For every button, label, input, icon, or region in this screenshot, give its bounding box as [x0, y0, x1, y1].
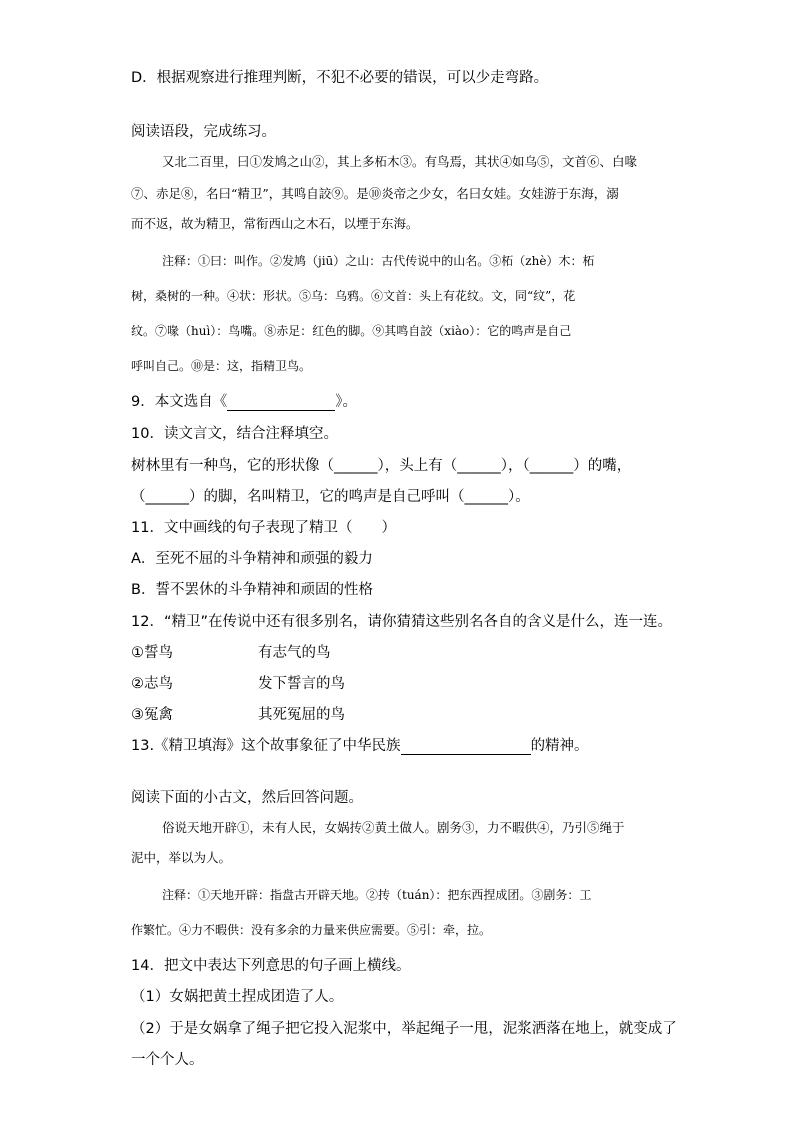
question-10-fill-line-2: （______）的脚，名叫精卫，它的鸣声是自己呼叫（______）。	[131, 489, 530, 505]
classical-text-2-line-2: 泥中，举以为人。	[131, 850, 232, 865]
classical-text-1-line-2: ⑦、赤足⑧，名曰“精卫”，其鸣自詨⑨。是⑩炎帝之少女，名曰女娃。女娃游于东海，溺	[131, 186, 619, 201]
match-left-item[interactable]: ①誓鸟	[131, 645, 173, 661]
question-13-text: 13.《精卫填海》这个故事象征了中华民族	[131, 738, 401, 754]
question-10: 10．读文言文，结合注释填空。	[131, 426, 338, 442]
classical-text-2-line-1: 俗说天地开辟①，未有人民，女娲抟②黄土做人。剧务③，力不暇供④，乃引⑤绳于	[162, 820, 625, 835]
match-left-item[interactable]: ③冤禽	[131, 707, 173, 723]
option-b[interactable]: B．誓不罢休的斗争精神和顽固的性格	[131, 582, 373, 598]
question-13-end: 的精神。	[530, 738, 589, 754]
classical-text-1-line-1: 又北二百里，曰①发鸠之山②，其上多柘木③。有鸟焉，其状④如乌⑤，文首⑥、白喙	[162, 154, 638, 169]
question-13	[131, 734, 589, 755]
question-9-end: 》。	[335, 394, 357, 410]
option-d: D．根据观察进行推理判断，不犯不必要的错误，可以少走弯路。	[131, 70, 549, 86]
answer-blank[interactable]	[227, 394, 335, 411]
reading-1-instruction: 阅读语段，完成练习。	[131, 124, 276, 140]
question-14: 14．把文中表达下列意思的句子画上横线。	[131, 958, 411, 974]
option-a[interactable]: A．至死不屈的斗争精神和顽强的毅力	[131, 551, 373, 567]
match-right-item[interactable]: 发下誓言的鸟	[258, 676, 345, 692]
annotation-1-line-1: 注释：①曰：叫作。②发鸠（jiū）之山：古代传说中的山名。③柘（zhè）木：柘	[162, 254, 595, 268]
question-9	[131, 390, 357, 411]
annotation-1-line-4: 呼叫自己。⑩是：这，指精卫鸟。	[131, 359, 312, 373]
question-10-fill-line-1: 树林里有一种鸟，它的形状像（______），头上有（______），（______）的嘴，	[131, 458, 632, 474]
match-left-item[interactable]: ②志鸟	[131, 676, 173, 692]
classical-text-1-line-3: 而不返，故为精卫，常衔西山之木石，以堙于东海。	[131, 216, 419, 231]
question-14-item-2-line-1: （2）于是女娲拿了绳子把它投入泥浆中，举起绳子一甩，泥浆洒落在地上，就变成了	[131, 1021, 677, 1037]
answer-blank[interactable]	[401, 738, 531, 755]
match-right-item[interactable]: 其死冤屈的鸟	[258, 707, 345, 723]
question-9-text: 9．本文选自《	[131, 394, 228, 410]
annotation-1-line-2: 树，桑树的一种。④状：形状。⑤乌：乌鸦。⑥文首：头上有花纹。文，同“纹”，花	[131, 289, 576, 303]
annotation-2-line-1: 注释：①天地开辟：指盘古开辟天地。②抟（tuán）：把东西捏成团。③剧务：工	[162, 888, 592, 902]
annotation-2-line-2: 作繁忙。④力不暇供：没有多余的力量来供应需要。⑤引：牵，拉。	[131, 923, 492, 937]
reading-2-instruction: 阅读下面的小古文，然后回答问题。	[131, 790, 363, 806]
match-right-item[interactable]: 有志气的鸟	[258, 645, 331, 661]
question-11: 11．文中画线的句子表现了精卫（ ）	[131, 520, 396, 536]
annotation-1-line-3: 纹。⑦喙（huì）：鸟嘴。⑧赤足：红色的脚。⑨其鸣自詨（xiào）：它的鸣声是自己	[131, 324, 572, 338]
question-14-item-1: （1）女娲把黄土捏成团造了人。	[131, 989, 344, 1005]
question-14-item-2-line-2: 一个个人。	[131, 1052, 204, 1068]
question-12: 12．“精卫”在传说中还有很多别名，请你猜猜这些别名各自的含义是什么，连一连。	[131, 614, 672, 630]
